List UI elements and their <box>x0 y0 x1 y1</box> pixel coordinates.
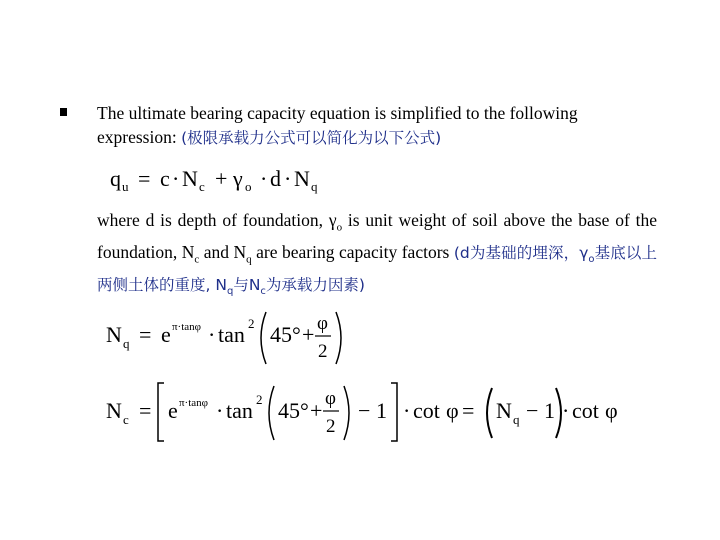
nc-plus: + <box>310 398 323 423</box>
def-sub-q: q <box>246 253 252 265</box>
def-cn-2: 基底以上两侧土体的重度, N <box>97 243 657 294</box>
nc-two: 2 <box>326 416 336 437</box>
def-sub-o: o <box>336 221 343 234</box>
def-cn-sub-q: q <box>226 285 234 297</box>
nq-N: N <box>106 322 122 347</box>
bullet-marker <box>60 108 67 116</box>
formula-nc <box>100 380 640 444</box>
intro-line-2-chinese: (极限承载力公式可以简化为以下公式) <box>181 129 442 147</box>
nq-paren-left <box>261 312 266 364</box>
intro-line-1: The ultimate bearing capacity equation is simplified to the following <box>97 103 578 123</box>
def-cn-sub-o: o <box>588 253 595 265</box>
def-cn-3: 与N <box>233 275 261 294</box>
nc-exponent: π·tanφ <box>179 397 209 409</box>
nq-square: 2 <box>248 316 255 331</box>
nq-plus: + <box>302 322 315 347</box>
nc-e: e <box>168 398 178 423</box>
nq-phi: φ <box>317 313 328 334</box>
nc-eq: = <box>139 398 152 423</box>
qu-eq: = <box>138 166 151 191</box>
qu-N2: N <box>294 166 310 191</box>
nc-eq2: = <box>462 398 475 423</box>
nc-bracket-left <box>158 383 164 441</box>
qu-q-sub: q <box>311 179 318 194</box>
intro-line-2-english: expression: <box>97 127 182 147</box>
qu-dot3: · <box>284 166 292 191</box>
nc-one: 1 <box>376 398 387 423</box>
nc-paren-left <box>269 386 274 440</box>
definition-paragraph <box>97 208 657 304</box>
def-text-3: and N <box>199 241 247 262</box>
nc-N: N <box>106 398 122 423</box>
nc-tan: tan <box>226 398 253 423</box>
def-cn-4: 为承载力因素) <box>265 275 365 294</box>
nq-paren-right <box>336 312 341 364</box>
nc-phi3: φ <box>605 398 618 423</box>
nc-cot: cot <box>413 398 440 423</box>
nq-eq: = <box>139 322 152 347</box>
nc-phi2: φ <box>446 398 459 423</box>
nq-q-sub: q <box>123 336 130 351</box>
qu-N1: N <box>182 166 198 191</box>
nc-paren2-left <box>487 388 492 438</box>
def-cn-1: (d为基础的埋深， <box>453 243 580 262</box>
nc-phi: φ <box>325 388 336 409</box>
nc-Nq: N <box>496 398 512 423</box>
def-text-4: are bearing capacity factors <box>251 241 454 262</box>
nc-one2: 1 <box>544 398 555 423</box>
nc-paren-right <box>344 386 349 440</box>
def-text-2: is unit weight of soil above the base of the foundation, N <box>97 210 657 262</box>
nc-minus2: − <box>526 398 539 423</box>
nq-e: e <box>161 322 171 347</box>
intro-paragraph <box>97 101 657 150</box>
nq-tan: tan <box>218 322 245 347</box>
nc-c-sub: c <box>123 412 129 427</box>
def-gamma: γ <box>328 210 337 230</box>
qu-c: c <box>160 166 170 191</box>
def-cn-sub-c: c <box>260 285 266 297</box>
nc-cot2: cot <box>572 398 599 423</box>
qu-o-sub: o <box>245 179 252 194</box>
nc-minus: − <box>358 398 371 423</box>
nq-dot: · <box>208 322 216 347</box>
def-cn-gamma: γ <box>579 243 589 262</box>
qu-d: d <box>270 166 281 191</box>
nc-q-sub: q <box>513 412 520 427</box>
nc-dot2: · <box>403 398 411 423</box>
formula-qu <box>108 158 368 198</box>
qu-plus: + <box>215 166 228 191</box>
nq-45deg: 45° <box>270 322 301 347</box>
nq-two: 2 <box>318 341 328 362</box>
qu-u-sub: u <box>122 179 129 194</box>
nc-square: 2 <box>256 392 263 407</box>
nc-bracket-right <box>391 383 397 441</box>
qu-dot1: · <box>172 166 180 191</box>
qu-q: q <box>110 166 121 191</box>
def-sub-c: c <box>194 253 200 265</box>
qu-gamma: γ <box>233 166 243 191</box>
qu-dot2: · <box>260 166 268 191</box>
nq-exponent: π·tanφ <box>172 321 202 333</box>
qu-c-sub: c <box>199 179 205 194</box>
formula-nq <box>100 306 360 370</box>
def-text-1: where d is depth of foundation, <box>97 210 329 230</box>
nc-dot3: · <box>562 398 570 423</box>
nc-dot: · <box>216 398 224 423</box>
nc-paren2-right <box>556 388 561 438</box>
nc-45deg: 45° <box>278 398 309 423</box>
